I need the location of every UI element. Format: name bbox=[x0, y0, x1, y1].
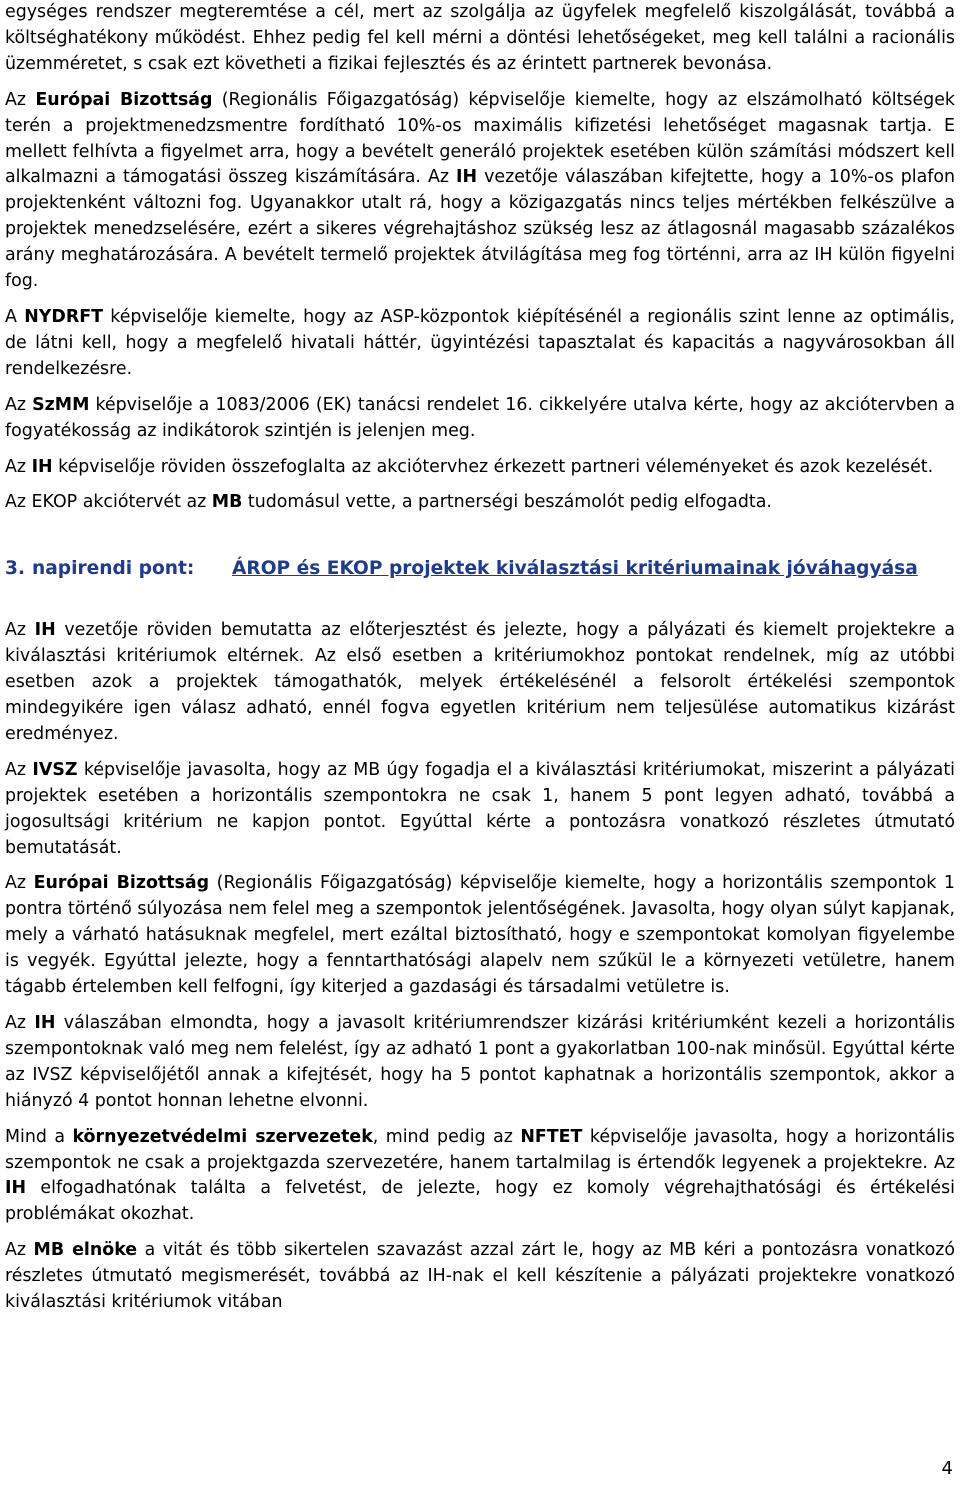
text-run: Az bbox=[5, 873, 34, 894]
bold-term: Európai Bizottság bbox=[35, 89, 213, 110]
text-run: A bbox=[5, 306, 25, 327]
text-run: Az bbox=[5, 620, 35, 641]
text-run: Az bbox=[5, 89, 36, 110]
text-run: (Regionális Főigazgatóság) képviselője kiemelte, hogy a horizontális szempontok 1 pontra történő súlyozása nem felel meg a szempontok jelentőségének. Javasolta, hogy olyan súlyt kapjanak, mely a várható hatásuknak megfelel, mert ezáltal biztosítható, hogy e szempontokat komolyan figyelembe is vegyék. Egyúttal jelezte, hogy a fenntarthatósági alapelv nem szűkül le a környezeti vetületre, hanem tágabb értelemben kell felfogni, így kiterjed a gazdasági és társadalmi vetületre is. bbox=[5, 873, 955, 998]
text-run: Az bbox=[5, 456, 32, 477]
text-run: tudomásul vette, a partnerségi beszámolót pedig elfogadta. bbox=[242, 492, 772, 513]
page-number: 4 bbox=[941, 1458, 953, 1479]
bold-term: IH bbox=[456, 167, 478, 188]
bold-term: IH bbox=[34, 620, 56, 641]
text-run: egységes rendszer megteremtése a cél, mert az szolgálja az ügyfelek megfelelő kiszolgálását, továbbá a költséghatékony működést. Ehhez pedig fel kell mérni a döntési lehetőségeket, meg kell találni a racionális üzemméretet, s csak ezt követheti a fizikai fejlesztés és az érintett partnerek bevonása. bbox=[5, 2, 955, 74]
bold-term: IH bbox=[31, 456, 53, 477]
text-run: válaszában elmondta, hogy a javasolt kritériumrendszer kizárási kritériumként kezeli a horizontális szempontoknak való meg nem felelést, így az adható 1 pont a gyakorlatban 100-nak minősül. Egyúttal kérte az IVSZ képviselőjétől annak a kifejtését, hogy ha 5 pontot kaphatnak a horizontális szempontok, akkor a hiányzó 4 pontot honnan lehetne elvonni. bbox=[5, 1013, 956, 1111]
text-run: vezetője válaszában kifejtette, hogy a 10%-os plafon projektenként változni fog. Ugyanakkor utalt rá, hogy a közigazgatás nincs teljes mértékben felkészülve a projektek menedzselésére, ezért a sikeres végrehajtáshoz szükség lesz az átlagosnál magasabb százalékos arány meghatározására. A bevételt termelő projektek átvilágítása meg fog történni, arra az IH külön figyelni fog. bbox=[5, 167, 956, 292]
document-page bbox=[5, 0, 955, 1316]
text-run: képviselője javasolta, hogy az MB úgy fogadja el a kiválasztási kritériumokat, miszerint a pályázati projektek esetében a horizontális szempontokra ne csak 1, hanem 5 pont legyen adható, továbbá a jogosultsági kritérium ne kapjon pontot. Egyúttal kérte a pontozásra vonatkozó részletes útmutató bemutatását. bbox=[5, 759, 955, 858]
agenda-heading bbox=[5, 556, 955, 582]
paragraph bbox=[5, 871, 955, 1001]
text-run: Az bbox=[5, 394, 33, 415]
paragraph bbox=[5, 305, 955, 383]
bold-term: SzMM bbox=[32, 394, 90, 415]
text-run: Az bbox=[5, 1240, 34, 1261]
text-run: (Regionális Főigazgatóság) képviselője kiemelte, hogy az elszámolható költségek terén a projektmenedzsmentre fordítható 10%-os maximális kifizetési lehetőséget magasnak tartja. E mellett felhívta a figyelmet arra, hogy a bevételt generáló projektek esetében külön számítási módszert kell alkalmazni a támogatási összeg kiszámítására. Az bbox=[5, 89, 955, 188]
paragraph bbox=[5, 1125, 955, 1229]
bold-term: Európai Bizottság bbox=[33, 873, 210, 894]
body-text-top bbox=[5, 0, 955, 516]
paragraph bbox=[5, 490, 955, 516]
body-text-bottom bbox=[5, 618, 955, 1316]
heading-number: 3. bbox=[5, 558, 26, 580]
text-run: vezetője röviden bemutatta az előterjesztést és jelezte, hogy a pályázati és kiemelt projektekre a kiválasztási kritériumok eltérnek. Az első esetben a kritériumokhoz pontokat rendelnek, míg az utóbbi esetben azok a projektek támogathatók, melyek értékelésénél a felsorolt értékelési szempontok mindegyikére igen válasz adható, ennél fogva egyetlen kritérium nem teljesülése automatikus kizárást eredményez. bbox=[5, 620, 955, 744]
paragraph bbox=[5, 758, 955, 862]
paragraph bbox=[5, 618, 955, 748]
paragraph bbox=[5, 393, 955, 445]
bold-term: NYDRFT bbox=[24, 306, 103, 327]
heading-title: ÁROP és EKOP projektek kiválasztási kritériumainak jóváhagyása bbox=[232, 558, 918, 580]
heading-label: napirendi pont: bbox=[32, 558, 195, 580]
bold-term: NFTET bbox=[520, 1126, 583, 1147]
bold-term: MB elnöke bbox=[33, 1240, 138, 1261]
paragraph bbox=[5, 1011, 955, 1115]
paragraph bbox=[5, 455, 955, 481]
text-run: képviselője javasolta, hogy a horizontális szempontok ne csak a projektgazda szervezetére, hanem tartalmilag is értendők legyenek a projektekre. Az bbox=[5, 1126, 955, 1173]
text-run: , mind pedig az bbox=[372, 1126, 521, 1147]
text-run: képviselője a 1083/2006 (EK) tanácsi rendelet 16. cikkelyére utalva kérte, hogy az akciótervben a fogyatékosság az indikátorok szintjén is jelenjen meg. bbox=[5, 394, 955, 441]
text-run: képviselője röviden összefoglalta az akciótervhez érkezett partneri véleményeket és azok kezelését. bbox=[52, 456, 934, 477]
text-run: a vitát és több sikertelen szavazást azzal zárt le, hogy az MB kéri a pontozásra vonatkozó részletes útmutató megismerését, továbbá az IH-nak el kell készítenie a pályázati projektekre vonatkozó kiválasztási kritériumok vitában bbox=[5, 1240, 956, 1313]
paragraph bbox=[5, 0, 955, 78]
text-run: képviselője kiemelte, hogy az ASP-központok kiépítésénél a regionális szint lenne az optimális, de látni kell, hogy a megfelelő hivatali háttér, ügyintézési tapasztalat és kapacitás a nagyvárosokban áll rendelkezésre. bbox=[5, 306, 955, 379]
bold-term: IH bbox=[34, 1013, 56, 1033]
text-run: Mind a bbox=[5, 1126, 73, 1147]
bold-term: MB bbox=[211, 492, 243, 513]
bold-term: környezetvédelmi szervezetek bbox=[72, 1126, 373, 1147]
text-run: elfogadhatónak találta a felvetést, de jelezte, hogy ez komoly végrehajthatósági és értékelési problémákat okozhat. bbox=[5, 1178, 955, 1225]
text-run: Az EKOP akciótervét az bbox=[5, 492, 212, 513]
text-run: Az bbox=[5, 759, 33, 780]
bold-term: IVSZ bbox=[32, 759, 78, 780]
text-run: Az bbox=[5, 1013, 35, 1033]
bold-term: IH bbox=[5, 1178, 27, 1199]
paragraph bbox=[5, 1238, 955, 1316]
paragraph bbox=[5, 88, 955, 295]
